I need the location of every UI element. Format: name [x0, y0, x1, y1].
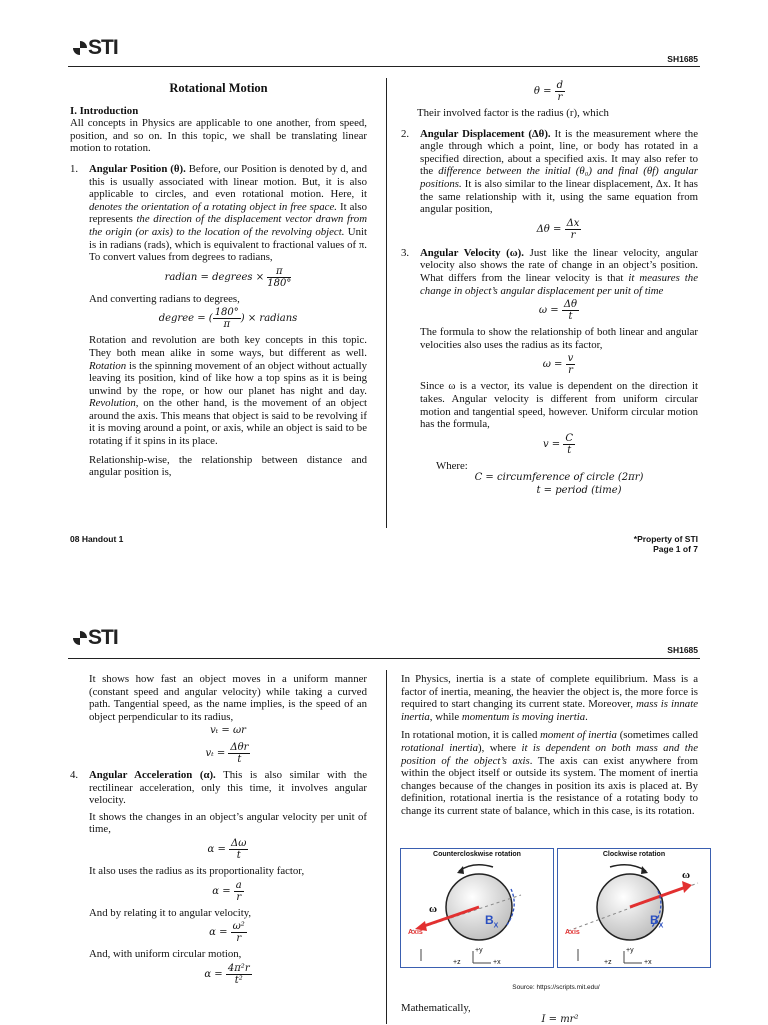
equation-alpha-ucm: [89, 963, 367, 986]
equation-degree: [89, 307, 367, 330]
emphasis-text: it is dependent on both mass and the position of the object’s axis: [401, 741, 698, 767]
numerator: 180°: [214, 307, 239, 319]
figure-title: Clockwise rotation: [602, 851, 666, 858]
rotation-figures: [400, 848, 712, 966]
clockwise-figure: [557, 848, 711, 968]
body-text: This is also similar with the rectilinear acceleration, only this time, it involves angular velocity.: [89, 768, 367, 807]
body-text: ), where: [478, 741, 522, 754]
equation-alpha-omega-sq: [89, 921, 367, 944]
equation-text: α =: [212, 885, 231, 897]
bx-subscript: X: [658, 922, 664, 930]
list-item-angular-velocity: [401, 247, 698, 498]
denominator: t: [237, 753, 242, 765]
numerator: d: [556, 80, 564, 91]
body-text: It also uses the radius as its proportionality factor,: [89, 864, 305, 877]
document-code: SH1685: [667, 54, 698, 64]
page1-right-column: [401, 80, 698, 497]
body-text: Since ω is a vector, its value is dependent on the direction it takes. Angular velocity is different from uniform circular motion and tangential speed, however. Uniform circular motion has the formula,: [420, 380, 698, 431]
equation-text: radian = degrees ×: [164, 271, 265, 283]
denominator: π: [223, 319, 231, 331]
page1-left-column: [70, 82, 367, 485]
bx-label: [650, 913, 663, 929]
denominator: 180°: [267, 277, 292, 289]
section-heading: I. Introduction: [70, 104, 139, 117]
intro-paragraph: All concepts in Physics are applicable to one another, from speed, position, and so on. In this topic, we shall be translating linear motion to rotation.: [70, 117, 367, 155]
rotation-arrow: [610, 865, 646, 871]
bx-label: [485, 913, 498, 929]
equation-delta-theta: [420, 218, 698, 241]
sti-logo: STI: [73, 36, 118, 60]
relationship-paragraph: Relationship-wise, the relationship between distance and angular position is,: [89, 453, 367, 479]
equation-text: degree = (: [158, 313, 213, 325]
equation-vt-omega-r: vₜ = ωr: [210, 725, 246, 737]
equation-alpha-a-r: [89, 880, 367, 903]
omega-label: ω: [429, 903, 438, 915]
column-divider: [386, 78, 387, 528]
equation-vt: [89, 742, 367, 765]
body-text: And converting radians to degrees,: [89, 292, 240, 305]
footer-property: [634, 534, 698, 554]
denominator: t: [567, 444, 572, 456]
bx-letter: B: [650, 913, 659, 927]
equation-text: ) × radians: [240, 313, 298, 325]
body-text: Rotation and revolution are both key concepts in this topic. They both mean alike in some ways, but different as well.: [89, 334, 367, 359]
denominator: r: [557, 92, 563, 103]
list-number: 3.: [401, 246, 410, 259]
header-rule: [68, 66, 700, 67]
equation-text: Δθ =: [536, 223, 562, 235]
sti-swirl-icon: [73, 41, 87, 55]
list-item-angular-displacement: [401, 128, 698, 241]
numerator: π: [267, 266, 291, 278]
body-text: It shows the changes in an object’s angular velocity per unit of time,: [89, 810, 367, 836]
moment-of-inertia-paragraph: [401, 729, 698, 817]
term-heading: Angular Acceleration (α).: [89, 768, 216, 781]
numerator: C: [565, 432, 574, 444]
column-divider: [386, 670, 387, 1024]
sti-swirl-icon: [73, 631, 87, 645]
body-text: is the spinning movement of an object without actually leaving its position, kind of like how a top spins as it is being unwind by the rope, or how our planet has night and day.: [89, 359, 367, 397]
body-text: , while: [429, 710, 462, 723]
term-heading: Angular Velocity (ω).: [420, 246, 524, 259]
axis-label: Axis: [565, 929, 580, 936]
denominator: r: [236, 933, 242, 945]
header-rule: [68, 658, 700, 659]
emphasis-text: Rotation: [89, 359, 127, 372]
body-text: . The axis can exist anywhere from within the object itself or outside its system. The moment of inertia changes because of the changes in position its axis is placed at. By definition, rotational inertia is the resistance of a rotating body to change its current state of balance, which in this case, is its rotation.: [401, 754, 698, 817]
numerator: v: [567, 353, 574, 365]
inertia-paragraph: [401, 673, 698, 723]
x-axis-label: +x: [644, 959, 652, 966]
document-code: SH1685: [667, 645, 698, 655]
axis-label: Axis: [408, 929, 423, 936]
page2-right-column: [401, 673, 698, 824]
rotation-arrowhead: [457, 866, 464, 874]
body-text: Before, our Position is denoted by d, and this is usually associated with linear motion. But, it is also applicable to circles, and even rotational motion. Here, it: [89, 162, 367, 201]
omega-label: ω: [682, 869, 691, 881]
equation-v-c-t: [420, 433, 698, 456]
numerator: Δθ: [563, 299, 578, 311]
body-text: In Physics, inertia is a state of complete equilibrium. Mass is a factor of inertia, meaning, the heavier the object is, the more force is required to start changing its current state. Moreover,: [401, 673, 698, 711]
footer-page-number: Page 1 of 7: [653, 544, 698, 554]
term-heading: Angular Position (θ).: [89, 162, 186, 175]
bx-subscript: X: [493, 922, 499, 930]
equation-text: v =: [542, 438, 561, 450]
body-text: , on the other hand, is the movement of an object around the axis. This means that object is said to be revolving if it is moving around a point, or axis, while an object is said to be rotating if it spins in its place.: [89, 397, 367, 448]
numerator: Δx: [566, 217, 580, 229]
emphasis-text: the direction of the displacement vector drawn from the origin (or axis) to the location of the revolving object.: [89, 213, 367, 238]
numerator: ω²: [232, 921, 245, 933]
body-text: (sometimes called: [616, 729, 698, 742]
numerator: 4π²r: [227, 962, 250, 974]
list-item-angular-acceleration: [70, 769, 367, 986]
body-text: It is also similar to the linear displacement, Δx. It has the same relationship with it, using the same equation from angular position,: [420, 177, 698, 216]
counterclockwise-figure: [400, 848, 554, 968]
list-number: 1.: [70, 162, 79, 175]
sti-logo: STI: [73, 626, 118, 650]
equation-text: ω =: [538, 305, 559, 317]
emphasis-text: it measures the change in object’s angular displacement per unit of time: [420, 271, 698, 297]
figure-source: Source: https://scripts.mit.edu/: [512, 984, 600, 991]
equation-text: ω =: [542, 359, 563, 371]
figure-title: Countercloskwise rotation: [433, 851, 521, 858]
page-title: Rotational Motion: [169, 81, 268, 95]
body-text: It is the measurement where the angle through which a point, line, or body has rotated in a specified direction, about a specified axis. It may also refer to the: [420, 127, 698, 178]
denominator: r: [568, 365, 573, 377]
z-axis-label: +z: [604, 959, 612, 966]
x-axis-label: +x: [493, 959, 501, 966]
where-label: Where:: [436, 459, 468, 472]
z-axis-label: +z: [453, 959, 461, 966]
list-item-angular-position: [70, 163, 367, 479]
body-text: .: [585, 710, 588, 723]
equation-moment-of-inertia: I = mr²: [541, 1014, 579, 1025]
equation-text: α =: [204, 968, 223, 980]
rotation-paragraph: [89, 334, 367, 447]
body-text: And by relating it to angular velocity,: [89, 906, 252, 919]
term-heading: Angular Displacement (Δθ).: [420, 127, 551, 140]
list-number: 4.: [70, 768, 79, 781]
emphasis-text: mass is innate inertia: [401, 698, 698, 723]
emphasis-text: Revolution: [89, 397, 136, 410]
where-circumference: C = circumference of circle (2πr): [474, 472, 644, 484]
where-period: t = period (time): [536, 484, 622, 496]
denominator: r: [236, 891, 242, 903]
body-text: It also represents: [89, 200, 367, 226]
y-axis-label: +y: [475, 947, 483, 954]
emphasis-text: difference between the initial (θ₀) and final (θf) angular positions.: [420, 165, 698, 190]
equation-radian: [89, 266, 367, 289]
clockwise-diagram: [558, 849, 710, 967]
footer-property-text: *Property of STI: [633, 534, 698, 544]
equation-text: α =: [209, 927, 228, 939]
rotation-arrow: [459, 865, 493, 871]
equation-omega: [420, 299, 698, 322]
emphasis-text: momentum is moving inertia: [461, 710, 586, 723]
equation-text: vₜ =: [205, 747, 226, 759]
body-text: Just like the linear velocity, angular velocity also shows the rate of change in an object’s position. What differs from the linear velocity is that: [420, 246, 699, 284]
body-text: The formula to show the relationship of both linear and angular velocities also uses the radius as its factor,: [420, 326, 698, 351]
denominator: t: [568, 311, 573, 323]
emphasis-text: rotational inertia: [401, 741, 478, 754]
footer-handout: 08 Handout 1: [70, 534, 124, 544]
denominator: r: [570, 229, 576, 241]
equation-alpha-omega-t: [89, 838, 367, 861]
numerator: a: [235, 879, 242, 891]
page2-left-column: [70, 673, 367, 990]
rotation-arrowhead: [641, 866, 648, 874]
tangential-paragraph: It shows how fast an object moves in a uniform manner (constant speed and angular velocity) while taking a curved path. Tangential speed, as the name implies, is the speed of an object perpendicular to its radius,: [89, 673, 367, 723]
numerator: Δω: [231, 837, 247, 849]
equation-text: θ =: [533, 86, 552, 97]
body-text: And, with uniform circular motion,: [89, 948, 242, 961]
emphasis-text: denotes the orientation of a rotating object in free space.: [89, 200, 337, 213]
body-text: In rotational motion, it is called: [401, 729, 541, 742]
equation-theta: [401, 80, 698, 103]
body-text: Unit is in radians (rads), which is equivalent to fractional values of π. To convert values from degrees to radians,: [89, 225, 367, 264]
list-number: 2.: [401, 127, 410, 140]
body-text: Their involved factor is the radius (r), which: [417, 107, 609, 119]
equation-omega-v-r: [420, 353, 698, 376]
y-axis-label: +y: [626, 947, 634, 954]
denominator: t: [236, 849, 241, 861]
mathematically-label: Mathematically,: [401, 1002, 471, 1014]
numerator: Δθr: [230, 741, 249, 753]
omega-arrowhead: [682, 881, 692, 893]
emphasis-text: moment of inertia: [540, 729, 617, 742]
bx-letter: B: [485, 913, 494, 927]
equation-text: α =: [207, 843, 226, 855]
denominator: t²: [234, 974, 243, 986]
